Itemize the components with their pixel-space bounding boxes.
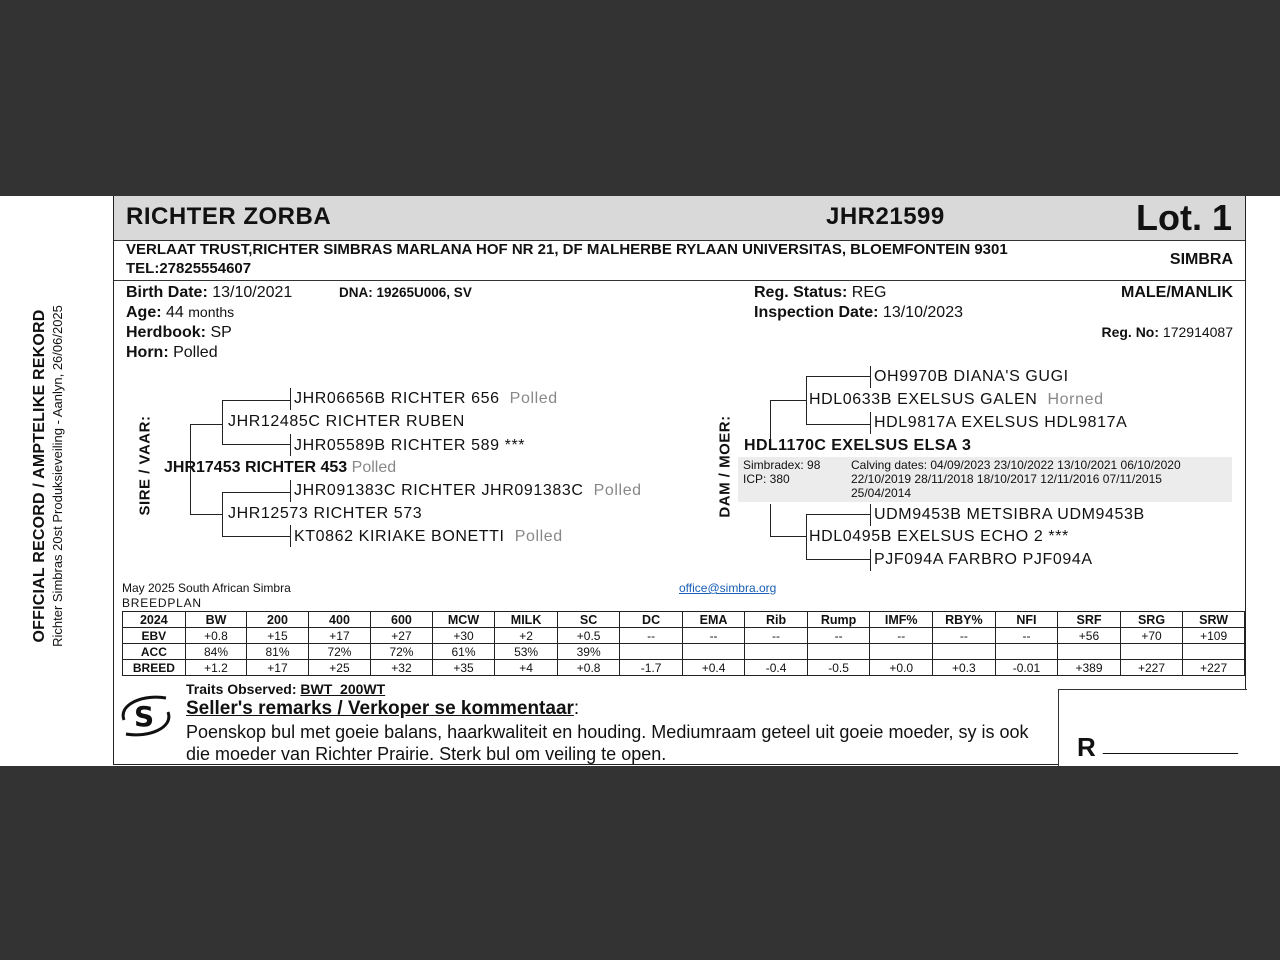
sd-tick — [290, 434, 291, 456]
dam-sire-sire-line — [806, 376, 870, 377]
ebv-row-header: EBV — [123, 628, 186, 644]
dam-upper-bracket — [770, 400, 771, 442]
official-record-label: OFFICIAL RECORD / AMPTELIKE REKORD — [31, 309, 48, 643]
ebv-cell: +0.3 — [933, 660, 996, 676]
dam-lower-bracket — [770, 504, 771, 536]
reg-status-value: REG — [851, 284, 887, 301]
ebv-cell: -- — [995, 628, 1058, 644]
ddd-tick — [870, 549, 871, 571]
age-value: 44 — [166, 304, 184, 321]
ebv-cell: +0.4 — [682, 660, 745, 676]
pedigree-name: HDL0633B EXELSUS GALEN — [809, 391, 1038, 408]
lot-number: Lot. 1 — [1136, 197, 1232, 238]
dam-dam-dam-line — [806, 559, 870, 560]
ebv-cell: +30 — [432, 628, 495, 644]
ebv-cell: +0.8 — [557, 660, 619, 676]
simbradex: Simbradex: 98 — [743, 458, 821, 472]
dna-info: DNA: 19265U006, SV — [339, 285, 472, 300]
ebv-cell: -- — [620, 628, 682, 644]
remarks-title: Seller's remarks / Verkoper se kommentaar — [186, 698, 574, 719]
ebv-cell: +0.5 — [557, 628, 619, 644]
ebv-col-header: IMF% — [870, 612, 933, 628]
ss-bracket-top — [222, 400, 290, 401]
sex-label: MALE/MANLIK — [1121, 284, 1233, 301]
sire-sire: JHR12485C RICHTER RUBEN — [228, 413, 465, 430]
dam-dam-dam: PJF094A FARBRO PJF094A — [874, 551, 1093, 568]
dam-sire-dam: HDL9817A EXELSUS HDL9817A — [874, 414, 1128, 431]
ebv-cell — [620, 644, 682, 660]
herdbook-row — [126, 324, 232, 342]
ebv-cell: 72% — [308, 644, 370, 660]
ebv-row — [123, 628, 1245, 644]
remarks-colon: : — [573, 698, 580, 719]
ebv-cell: +25 — [308, 660, 370, 676]
ebv-cell: 84% — [185, 644, 247, 660]
ebv-cell: +0.0 — [870, 660, 933, 676]
reg-no-row — [1101, 324, 1233, 340]
sire-dam-dam — [294, 528, 563, 546]
dam-lower-bracket-bottom — [770, 536, 806, 537]
ebv-col-header: SC — [557, 612, 619, 628]
side-label — [30, 256, 70, 696]
birth-date-row — [126, 284, 292, 302]
ebv-cell: -- — [807, 628, 870, 644]
ebv-cell: -0.01 — [995, 660, 1058, 676]
ebv-cell: 39% — [557, 644, 619, 660]
herdbook-label: Herdbook: — [126, 324, 206, 341]
ebv-cell: +1.2 — [185, 660, 247, 676]
breedplan-source: May 2025 South African Simbra — [122, 581, 291, 595]
ebv-cell: -- — [745, 628, 807, 644]
age-row — [126, 304, 234, 322]
ebv-cell: -- — [682, 628, 745, 644]
ebv-cell: +2 — [495, 628, 558, 644]
horn-value: Polled — [173, 344, 218, 361]
dam-dam-sire-line — [806, 514, 870, 515]
ebv-cell: +70 — [1120, 628, 1183, 644]
ebv-header-row — [123, 612, 1245, 628]
ebv-cell: +17 — [247, 660, 309, 676]
dam-sire-sire: OH9970B DIANA'S GUGI — [874, 368, 1069, 385]
herdbook-value: SP — [210, 324, 232, 341]
breedplan-label: BREEDPLAN — [122, 596, 202, 610]
price-currency: R — [1077, 732, 1096, 762]
ebv-cell: +4 — [495, 660, 558, 676]
auction-label: Richter Simbras 20st Produksieveiling - Aanlyn, 26/06/2025 — [50, 305, 65, 647]
ebv-cell — [1120, 644, 1183, 660]
ss-bracket-bottom — [222, 444, 290, 445]
ebv-col-header: MCW — [432, 612, 495, 628]
pedigree-horn: Polled — [593, 482, 642, 499]
ebv-row-header: ACC — [123, 644, 186, 660]
dam-upper-bracket-top — [770, 400, 806, 401]
pedigree-name: JHR091383C RICHTER JHR091383C — [294, 482, 584, 499]
traits-row — [186, 681, 385, 697]
sire-bracket-bottom — [190, 514, 222, 515]
dd-tick — [290, 525, 291, 547]
ebv-col-header: EMA — [682, 612, 745, 628]
ebv-cell: 81% — [247, 644, 309, 660]
ss-bracket — [222, 400, 223, 445]
animal-name: RICHTER ZORBA — [126, 203, 332, 230]
dam-stats-box — [738, 457, 1232, 502]
reg-status-row — [754, 284, 886, 302]
ebv-col-header: Rump — [807, 612, 870, 628]
ebv-cell: -1.7 — [620, 660, 682, 676]
reg-status-label: Reg. Status: — [754, 284, 848, 301]
remarks-text: Poenskop bul met goeie balans, haarkwaliteit en houding. Mediumraam geteel uit goeie moeder, sy is ook die moeder van Richter Prairie. Sterk bul om veiling te open. — [186, 722, 1029, 764]
ebv-col-header: SRF — [1058, 612, 1121, 628]
email-link[interactable]: office@simbra.org — [679, 581, 777, 595]
birth-date-value: 13/10/2021 — [212, 284, 293, 301]
ebv-cell: +109 — [1183, 628, 1245, 644]
ebv-cell: 72% — [371, 644, 433, 660]
ebv-col-header: BW — [185, 612, 247, 628]
ebv-cell: 53% — [495, 644, 558, 660]
remarks-title-row — [186, 698, 579, 720]
simbra-s-logo-icon — [114, 690, 178, 747]
price-box[interactable] — [1058, 689, 1247, 766]
dam-main: HDL1170C EXELSUS ELSA 3 — [744, 437, 972, 454]
ebv-cell — [995, 644, 1058, 660]
ebv-cell: +227 — [1183, 660, 1245, 676]
dam-sire — [809, 391, 1104, 409]
sire-sire-dam: JHR05589B RICHTER 589 *** — [294, 437, 526, 454]
svg-text:S: S — [134, 700, 155, 733]
animal-reg-code: JHR21599 — [826, 203, 945, 230]
pedigree-horn: Polled — [509, 390, 558, 407]
ebv-col-header: Rib — [745, 612, 807, 628]
dds-tick — [870, 504, 871, 526]
ebv-cell: +15 — [247, 628, 309, 644]
ebv-col-header: SRW — [1183, 612, 1245, 628]
inspection-row — [754, 304, 963, 322]
ebv-col-header: DC — [620, 612, 682, 628]
ebv-cell: +35 — [432, 660, 495, 676]
ss-tick — [290, 388, 291, 410]
calving-dates-2: 22/10/2019 28/11/2018 18/10/2017 12/11/2016 07/11/2015 — [851, 472, 1162, 486]
calving-dates-3: 25/04/2014 — [851, 486, 912, 500]
breed-name: SIMBRA — [1169, 251, 1233, 268]
ebv-row-header: BREED — [123, 660, 186, 676]
pedigree-name: JHR06656B RICHTER 656 — [294, 390, 500, 407]
age-unit: months — [188, 304, 235, 320]
sire-name: JHR17453 RICHTER 453 — [164, 459, 348, 476]
ebv-cell: 61% — [432, 644, 495, 660]
ebv-cell: +0.8 — [185, 628, 247, 644]
sire-horn: Polled — [351, 459, 397, 476]
ebv-cell: +389 — [1058, 660, 1121, 676]
ebv-cell — [745, 644, 807, 660]
ebv-col-header: 400 — [308, 612, 370, 628]
ebv-cell — [933, 644, 996, 660]
ebv-cell — [1183, 644, 1245, 660]
ebv-col-header: 200 — [247, 612, 309, 628]
inspection-label: Inspection Date: — [754, 304, 879, 321]
pedigree-name: KT0862 KIRIAKE BONETTI — [294, 528, 505, 545]
ebv-cell — [682, 644, 745, 660]
traits-value: BWT 200WT — [300, 681, 386, 697]
birth-date-label: Birth Date: — [126, 284, 208, 301]
ebv-cell: +227 — [1120, 660, 1183, 676]
lot-header — [114, 196, 1245, 241]
owner-details: VERLAAT TRUST,RICHTER SIMBRAS MARLANA HOF NR 21, DF MALHERBE RYLAAN UNIVERSITAS, BLOEMFONTEIN 9301 TEL:27825554607 — [126, 241, 1008, 277]
ebv-col-header: RBY% — [933, 612, 996, 628]
sd-bracket — [222, 492, 223, 537]
reg-no-value: 172914087 — [1162, 324, 1233, 340]
ebv-cell: +32 — [371, 660, 433, 676]
ebv-cell: -- — [933, 628, 996, 644]
ebv-body — [123, 628, 1245, 676]
ebv-cell — [1058, 644, 1121, 660]
icp: ICP: 380 — [743, 472, 790, 486]
ebv-cell — [870, 644, 933, 660]
dam-dam-sire: UDM9453B METSIBRA UDM9453B — [874, 506, 1145, 523]
dam-dam-bracket — [806, 514, 807, 560]
owner-row — [114, 240, 1245, 281]
ebv-col-header: 2024 — [123, 612, 186, 628]
dsd-tick — [870, 412, 871, 434]
ebv-row — [123, 660, 1245, 676]
sire-dam-sire — [294, 482, 642, 500]
ebv-cell: +17 — [308, 628, 370, 644]
ebv-col-header: 600 — [371, 612, 433, 628]
ebv-table — [122, 611, 1245, 676]
ebv-cell: +56 — [1058, 628, 1121, 644]
dam-label: DAM / MOER: — [716, 415, 734, 518]
pedigree-horn: Polled — [514, 528, 563, 545]
ebv-cell: +27 — [371, 628, 433, 644]
price-blank: ________________ — [1103, 738, 1238, 755]
sire-label: SIRE / VAAR: — [136, 415, 154, 516]
inspection-value: 13/10/2023 — [882, 304, 963, 321]
ebv-col-header: SRG — [1120, 612, 1183, 628]
sire-dam: JHR12573 RICHTER 573 — [228, 505, 423, 522]
ds-bracket-top — [222, 492, 290, 493]
lot-card — [113, 196, 1246, 765]
ebv-cell: -0.4 — [745, 660, 807, 676]
horn-row — [126, 344, 218, 362]
horn-label: Horn: — [126, 344, 169, 361]
sire-sire-sire — [294, 390, 558, 408]
dss-tick — [870, 366, 871, 388]
calving-dates: Calving dates: 04/09/2023 23/10/2022 13/10/2021 06/10/2020 — [851, 458, 1181, 472]
ebv-cell: -- — [870, 628, 933, 644]
ebv-col-header: MILK — [495, 612, 558, 628]
reg-no-label: Reg. No: — [1101, 324, 1160, 340]
lot-sheet — [0, 196, 1280, 766]
dam-sire-dam-line — [806, 424, 870, 425]
sire-main — [164, 459, 396, 477]
sire-bracket-top — [190, 424, 222, 425]
ebv-row — [123, 644, 1245, 660]
dam-sire-bracket — [806, 376, 807, 425]
ebv-cell — [807, 644, 870, 660]
age-label: Age: — [126, 304, 162, 321]
ebv-cell: -0.5 — [807, 660, 870, 676]
traits-label: Traits Observed: — [186, 681, 297, 697]
dam-dam: HDL0495B EXELSUS ECHO 2 *** — [809, 528, 1069, 545]
pedigree-horn: Horned — [1047, 391, 1104, 408]
ds-tick — [290, 480, 291, 502]
dd-bracket-bottom — [222, 536, 290, 537]
ebv-col-header: NFI — [995, 612, 1058, 628]
